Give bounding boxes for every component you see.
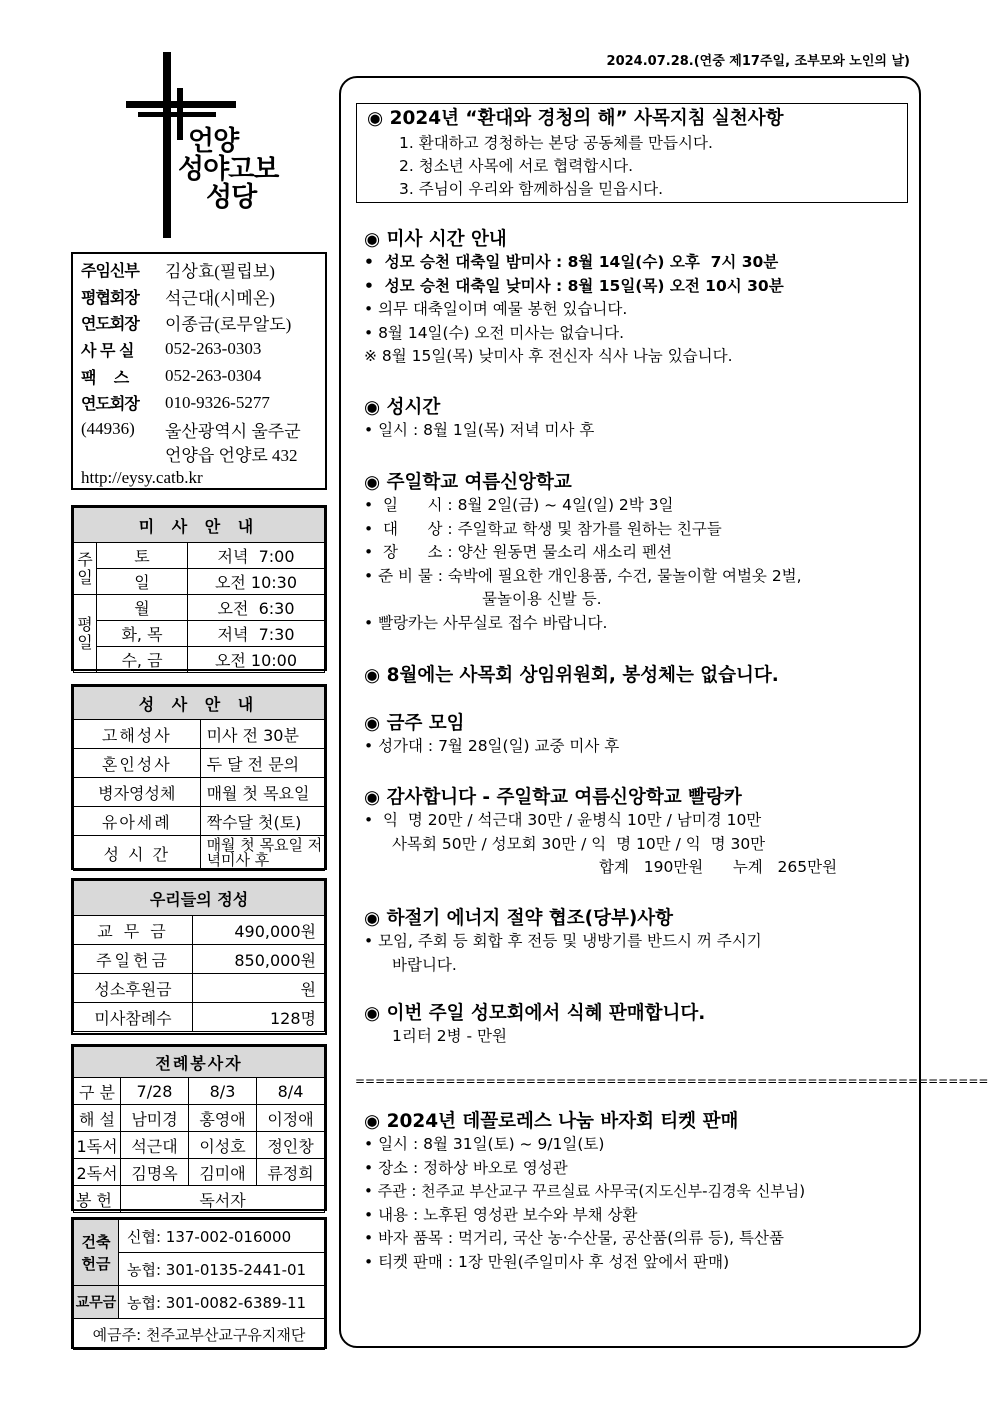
sacrament-detail: 매월 첫 목요일 저녁미사 후 (200, 836, 324, 871)
logo-line2: 성야고보 (178, 154, 279, 185)
servers-head: 8/4 (257, 1078, 325, 1105)
account-number: 신협: 137-002-016000 (119, 1220, 325, 1253)
section-title: ◉ 미사 시간 안내 (364, 229, 507, 250)
gyomu-label: 교무금 (74, 1286, 119, 1319)
zip-code: (44936) (81, 419, 135, 439)
section-title: ◉ 이번 주일 성모회에서 식혜 판매합니다. (364, 1003, 706, 1024)
section-title: ◉ 감사합니다 - 주일학교 여름신앙학교 빨랑카 (364, 787, 742, 808)
notice-line: • 내용 : 노후된 영성관 보수와 부채 상환 (364, 1205, 638, 1224)
servers-head: 8/3 (189, 1078, 257, 1105)
server-name: 이정애 (257, 1105, 325, 1132)
offering-amount: 128명 (193, 1003, 325, 1032)
holy-hour-notice (364, 393, 594, 443)
notice-line: • 빨랑카는 사무실로 접수 바랍니다. (364, 613, 608, 632)
notice-line: • 장 소 : 양산 원동면 물소리 새소리 펜션 (364, 543, 672, 561)
notice-line: • 의무 대축일이며 예물 봉헌 있습니다. (364, 300, 628, 318)
servers-head: 구 분 (74, 1078, 121, 1105)
section-title: ◉ 하절기 에너지 절약 협조(당부)사항 (364, 908, 674, 929)
energy-notice (364, 904, 762, 977)
sikhye-notice (364, 999, 705, 1049)
notice-line: 물놀이용 신발 등. (482, 590, 602, 608)
address-line1: 울산광역시 울주군 (165, 421, 301, 441)
section-title: ◉ 8월에는 사목회 상임위원회, 봉성체는 없습니다. (364, 665, 779, 686)
mass-day: 월 (97, 595, 188, 621)
contact-label: 평협회장 (81, 287, 139, 307)
notice-line: • 성가대 : 7월 28일(일) 교중 미사 후 (364, 737, 620, 755)
section-title: ◉ 금주 모임 (364, 713, 465, 734)
parish-logo (120, 52, 320, 238)
liturgy-servers (71, 1044, 327, 1211)
notice-line: • 일시 : 8월 31일(토) ~ 9/1일(토) (364, 1135, 605, 1153)
contact-label: 팩 스 (81, 367, 129, 387)
no-meeting-notice (364, 661, 779, 687)
account-holder: 예금주: 천주교부산교구유지재단 (74, 1319, 325, 1350)
offering-summary (71, 878, 327, 1035)
mass-time: 저녁 7:30 (188, 621, 325, 647)
server-role: 해 설 (74, 1105, 121, 1132)
mass-time: 오전 10:00 (188, 647, 325, 673)
offering-name: 성소후원금 (74, 974, 193, 1003)
notice-line: • 티켓 판매 : 1장 만원(주일미사 후 성전 앞에서 판매) (364, 1252, 730, 1271)
notice-line: • 준 비 물 : 숙박에 필요한 개인용품, 수건, 물놀이할 여벌옷 2벌, (364, 566, 802, 585)
contact-value: 석근대(시메온) (165, 288, 275, 308)
sacrament-detail: 매월 첫 목요일 (200, 778, 324, 807)
notice-line: • 일시 : 8월 1일(목) 저녁 미사 후 (364, 421, 595, 439)
building-fund-label: 건축헌금 (74, 1220, 119, 1286)
logo-line3: 성당 (206, 182, 257, 213)
mass-day: 일 (97, 569, 188, 595)
notice-line: • 모임, 주회 등 회합 후 전등 및 냉방기를 반드시 꺼 주시기 (364, 932, 762, 950)
thanks-notice (364, 783, 837, 880)
contact-label: 연도회장 (81, 394, 139, 414)
mass-time: 오전 10:30 (188, 569, 325, 595)
offering-name: 교 무 금 (74, 916, 193, 945)
weekly-meeting-notice (364, 709, 619, 759)
sacrament-detail: 미사 전 30분 (200, 720, 324, 749)
contact-label: 연도회장 (81, 314, 139, 334)
notice-line: 합계 190만원 누계 265만원 (599, 858, 838, 876)
offering-amount: 850,000원 (193, 945, 325, 974)
account-number: 농협: 301-0082-6389-11 (119, 1286, 325, 1319)
notice-line: • 8월 14일(수) 오전 미사는 없습니다. (364, 323, 625, 342)
divider-line: =============================================================== (355, 1074, 989, 1088)
sacrament-detail: 짝수달 첫(토) (200, 807, 324, 836)
contact-value: 이종금(로무알도) (165, 315, 292, 335)
section-title: ◉ 성시간 (364, 397, 441, 418)
section-title: ◉ 2024년 데꼴로레스 나눔 바자회 티켓 판매 (364, 1111, 739, 1132)
notice-line: 바랍니다. (392, 955, 457, 974)
account-number: 농협: 301-0135-2441-01 (119, 1253, 325, 1286)
section-title: ◉ 주일학교 여름신앙학교 (364, 472, 572, 493)
pastoral-item: 1. 환대하고 경청하는 본당 공동체를 만듭시다. (399, 134, 713, 152)
server-name: 김명옥 (121, 1159, 189, 1186)
offering-amount: 원 (193, 974, 325, 1003)
mass-day: 화, 목 (97, 621, 188, 647)
notice-line: • 장소 : 정하상 바오로 영성관 (364, 1158, 568, 1177)
pastoral-title: ◉ 2024년 “환대와 경청의 해” 사목지침 실천사항 (367, 108, 784, 129)
contact-value: 김상효(필립보) (165, 261, 275, 281)
pastoral-item: 2. 청소년 사목에 서로 협력합시다. (399, 157, 634, 175)
weekday-label: 평일 (74, 595, 97, 673)
offering-name: 주일헌금 (74, 945, 193, 974)
notice-line: • 일 시 : 8월 2일(금) ~ 4일(일) 2박 3일 (364, 496, 674, 514)
bazaar-notice (364, 1107, 805, 1274)
contact-label: 주임신부 (81, 260, 139, 280)
sacrament-name: 병자영성체 (74, 778, 201, 807)
server-name: 독서자 (121, 1186, 325, 1213)
logo-line1: 언양 (188, 126, 239, 157)
server-name: 남미경 (121, 1105, 189, 1132)
server-name: 이성호 (189, 1132, 257, 1159)
sacrament-detail: 두 달 전 문의 (200, 749, 324, 778)
server-role: 봉 헌 (74, 1186, 121, 1213)
offering-name: 미사참례수 (74, 1003, 193, 1032)
server-name: 김미애 (189, 1159, 257, 1186)
mass-time: 저녁 7:00 (188, 543, 325, 569)
pastoral-guidelines (356, 103, 908, 203)
sacrament-name: 고해성사 (74, 720, 201, 749)
server-name: 정인창 (257, 1132, 325, 1159)
server-name: 석근대 (121, 1132, 189, 1159)
notice-line: • 성모 승천 대축일 밤미사 : 8월 14일(수) 오후 7시 30분 (364, 253, 779, 271)
notice-line: 1리터 2병 - 만원 (392, 1027, 507, 1045)
notice-line: 사목회 50만 / 성모회 30만 / 익 명 10만 / 익 명 30만 (392, 834, 766, 853)
notice-line: • 익 명 20만 / 석근대 30만 / 윤병식 10만 / 남미경 10만 (364, 811, 762, 829)
offering-title: 우리들의 정성 (74, 881, 325, 916)
notice-line: • 성모 승천 대축일 낮미사 : 8월 15일(목) 오전 10시 30분 (364, 276, 784, 295)
contact-value: 010-9326-5277 (165, 392, 270, 412)
contact-info (71, 252, 327, 490)
mass-schedule-title: 미 사 안 내 (74, 508, 325, 543)
mass-time-notice (364, 225, 784, 369)
contact-value: 052-263-0303 (165, 339, 262, 359)
servers-head: 7/28 (121, 1078, 189, 1105)
server-role: 1독서 (74, 1132, 121, 1159)
sacrament-title: 성 사 안 내 (74, 687, 325, 720)
servers-title: 전례봉사자 (74, 1047, 325, 1078)
mass-day: 수, 금 (97, 647, 188, 673)
notice-line: ※ 8월 15일(목) 낮미사 후 전신자 식사 나눔 있습니다. (364, 347, 733, 365)
contact-label: 사 무 실 (81, 340, 134, 360)
mass-schedule (71, 505, 327, 671)
server-name: 류정희 (257, 1159, 325, 1186)
sacrament-name: 성 시 간 (74, 836, 201, 871)
notice-line: • 대 상 : 주일학교 학생 및 참가를 원하는 친구들 (364, 519, 722, 538)
sacrament-name: 혼인성사 (74, 749, 201, 778)
bank-accounts (71, 1217, 327, 1349)
address-line2: 언양읍 언양로 432 (165, 446, 298, 466)
sunday-label: 주일 (74, 543, 97, 595)
server-name: 홍영애 (189, 1105, 257, 1132)
summer-school-notice (364, 468, 802, 635)
sacrament-info (71, 684, 327, 870)
offering-amount: 490,000원 (193, 916, 325, 945)
notice-line: • 바자 품목 : 먹거리, 국산 농·수산물, 공산품(의류 등), 특산품 (364, 1229, 784, 1247)
server-role: 2독서 (74, 1159, 121, 1186)
pastoral-item: 3. 주님이 우리와 함께하심을 믿읍시다. (399, 180, 664, 198)
website-url[interactable]: http://eysy.catb.kr (81, 468, 203, 488)
notice-line: • 주관 : 천주교 부산교구 꾸르실료 사무국(지도신부-김경욱 신부님) (364, 1182, 806, 1200)
sacrament-name: 유아세례 (74, 807, 201, 836)
bulletin-date: 2024.07.28.(연중 제17주일, 조부모와 노인의 날) (606, 54, 910, 69)
mass-day: 토 (97, 543, 188, 569)
contact-value: 052-263-0304 (165, 366, 262, 386)
mass-time: 오전 6:30 (188, 595, 325, 621)
